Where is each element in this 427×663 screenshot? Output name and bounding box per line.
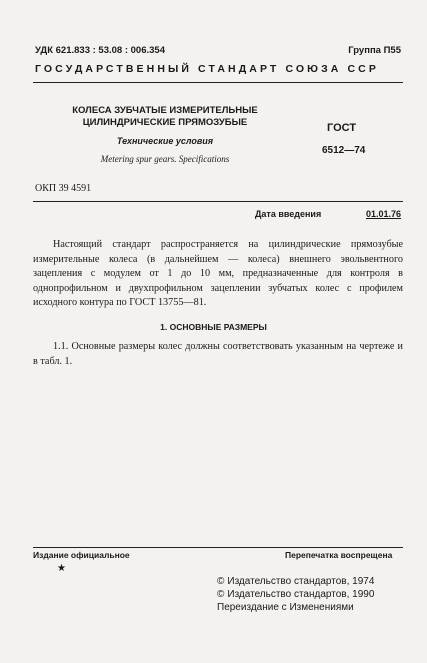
copyright-icon: © (217, 576, 225, 587)
group-code: Группа П55 (348, 45, 401, 56)
standard-type-banner: ГОСУДАРСТВЕННЫЙ СТАНДАРТ СОЮЗА ССР (35, 63, 379, 75)
publisher-1990: Издательство стандартов, 1990 (227, 589, 375, 600)
gost-number: 6512—74 (322, 145, 366, 156)
reprint-notice: Перепечатка воспрещена (285, 550, 393, 560)
intro-paragraph: Настоящий стандарт распространяется на цилиндрические прямозубые измерительные колеса (в дальнейшем — колеса) внешнего эвольвентного зацепления с модулем от 1 до 10 мм, предназначенные для контроля в однопрофильном и двухпрофильном зацеплении зубчатых колес с профилем исходного контура по ГОСТ 13755—81. (33, 239, 403, 308)
section-title: 1. ОСНОВНЫЕ РАЗМЕРЫ (160, 322, 267, 332)
footer-divider (33, 547, 403, 548)
document-subtitle: Технические условия (116, 136, 214, 146)
publisher-block (217, 575, 374, 614)
title-divider (33, 201, 403, 202)
publisher-1974: Издательство стандартов, 1974 (227, 576, 375, 587)
copyright-icon: © (217, 589, 225, 600)
intro-date-value: 01.01.76 (366, 209, 402, 219)
clause-1-1: 1.1. Основные размеры колес должны соответствовать указанным на чертеже и в табл. 1. (33, 341, 403, 367)
intro-date-label: Дата введения (255, 209, 322, 219)
edition-label: Издание официальное (33, 550, 130, 560)
publisher-1990-row (217, 588, 374, 601)
udk-code: УДК 621.833 : 53.08 : 006.354 (35, 45, 165, 56)
star-icon: ★ (57, 563, 66, 574)
okp-code: ОКП 39 4591 (35, 183, 92, 194)
english-title: Metering spur gears. Specifications (100, 154, 230, 164)
publisher-1974-row (217, 575, 374, 588)
gost-label: ГОСТ (327, 122, 357, 134)
document-title: КОЛЕСА ЗУБЧАТЫЕ ИЗМЕРИТЕЛЬНЫЕ ЦИЛИНДРИЧЕСКИЕ ПРЯМОЗУБЫЕ (72, 105, 258, 128)
header-divider (33, 82, 403, 83)
reissue-note: Переиздание с Изменениями (217, 602, 354, 613)
